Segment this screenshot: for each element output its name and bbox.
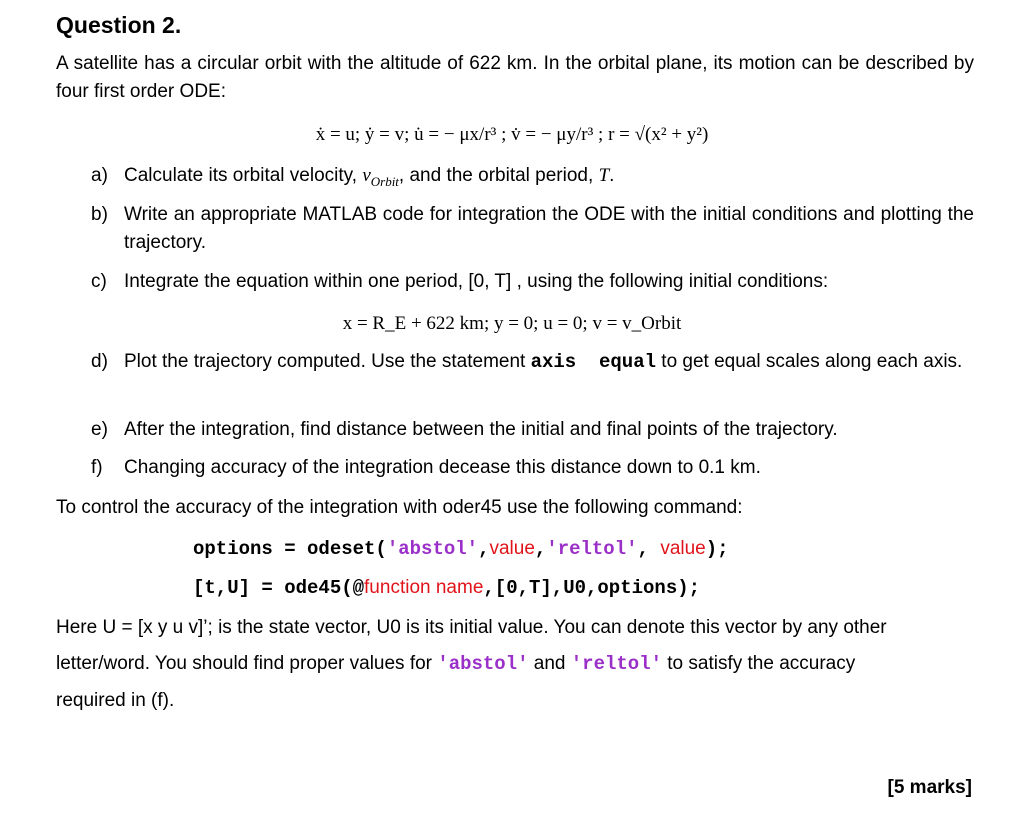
item-label: c) [91,271,107,292]
item-b [0,201,1024,257]
item-text: Integrate the equation within one period, [0, T] , using the following initial conditions: [124,271,829,292]
item-text: Calculate its orbital velocity, [124,165,363,186]
item-label: b) [91,204,108,225]
item-text: After the integration, find distance between the initial and final points of the trajectory. [124,419,838,440]
item-text: Write an appropriate MATLAB code for integration the ODE with the initial conditions and plotting the trajectory. [124,204,974,253]
code-line-ode45: [t,U] = ode45(@function name,[0,T],U0,options); [193,577,701,599]
item-label: a) [91,165,108,186]
item-label: d) [91,351,108,372]
item-label: e) [91,419,108,440]
control-text: To control the accuracy of the integration with oder45 use the following command: [56,497,743,518]
initial-conditions [0,310,1024,338]
initial-conditions-text: x = R_E + 622 km; y = 0; u = 0; v = v_Orbit [342,313,682,334]
item-d: d) Plot the trajectory computed. Use the statement axis equal to get equal scales along each axis. [0,348,1024,404]
question-title: Question 2. [56,12,182,38]
marks-label: [5 marks] [887,777,972,798]
intro-paragraph: A satellite has a circular orbit with the altitude of 622 km. In the orbital plane, its motion can be described by four first order ODE: [56,53,974,102]
code-axis-equal: axis equal [530,351,657,373]
item-c [0,268,1024,296]
footer-line-1: Here U = [x y u v]’; is the state vector, U0 is its initial value. You can denote this vector by any other [56,617,887,638]
item-e [0,416,1024,444]
footer-line-3: required in (f). [56,690,175,711]
code-line-odeset: options = odeset('abstol',value,'reltol', value); [193,538,729,560]
ode-equation [0,120,1024,150]
item-f [0,454,1024,482]
ode-equation-text: ẋ = u; ẏ = v; u̇ = − μx/r³ ; v̇ = − μy/r³ ; r = √(x² + y²) [315,124,709,145]
item-text: Changing accuracy of the integration decease this distance down to 0.1 km. [124,457,761,478]
footer-line-2: letter/word. You should find proper values for 'abstol' and 'reltol' to satisfy the accuracy [56,653,856,675]
item-a: a) Calculate its orbital velocity, $v_{Orbit}$, and the orbital period, T. [0,162,1024,190]
item-label: f) [91,457,103,478]
item-text: Plot the trajectory computed. Use the statement [124,351,531,372]
